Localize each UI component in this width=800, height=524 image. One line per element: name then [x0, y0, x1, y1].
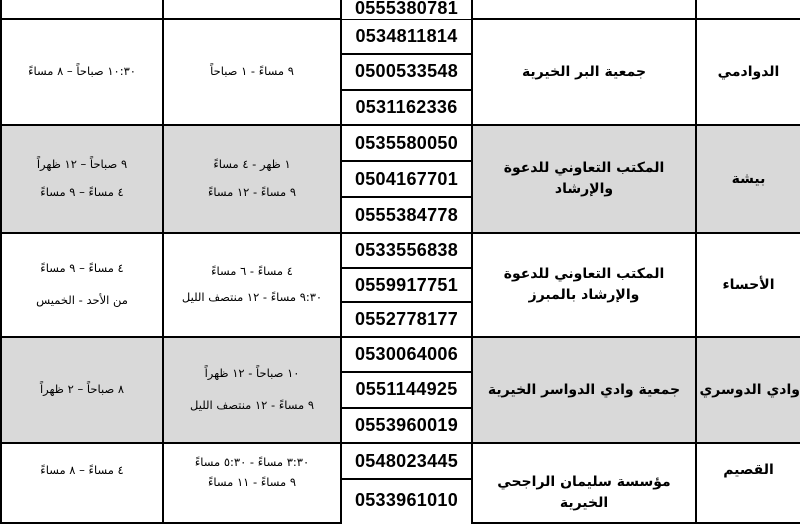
- hours-line: ٩ مساءً - ١٢ منتصف الليل: [190, 398, 314, 412]
- night-hours-cell: [0, 444, 162, 524]
- region-cell: [695, 20, 800, 126]
- phone-number[interactable]: 0534811814: [342, 20, 471, 55]
- table-row: [0, 444, 800, 524]
- hours-line: ٩ مساءً - ١ صباحاً: [210, 64, 294, 79]
- table-row: [0, 126, 800, 234]
- organization-cell: [471, 20, 695, 126]
- day-hours-cell: [162, 338, 340, 444]
- phones-cell: [340, 0, 471, 20]
- phone-number[interactable]: 0555384778: [342, 198, 471, 232]
- organization-cell: [471, 0, 695, 20]
- organization-name: مؤسسة سليمان الراجحي الخيرية: [497, 474, 671, 511]
- night-hours-cell: [0, 338, 162, 444]
- hours-line: ١ ظهر - ٤ مساءً: [213, 157, 291, 172]
- table-row: [0, 0, 800, 20]
- phones-cell: [340, 126, 471, 234]
- phone-number[interactable]: 0500533548: [342, 55, 471, 90]
- hours-line: ٩ مساءً - ١٢ مساءً: [208, 185, 296, 199]
- table-row: [0, 20, 800, 126]
- region-cell: [695, 444, 800, 524]
- day-hours-cell: [162, 20, 340, 126]
- region-name: وادي الدوسري: [699, 382, 800, 398]
- region-cell: [695, 126, 800, 234]
- night-hours-cell: [0, 0, 162, 20]
- organization-name: المكتب التعاوني للدعوة والإرشاد بالمبرز: [503, 266, 665, 303]
- region-cell: [695, 234, 800, 338]
- hours-line: ٩:٣٠ مساءً - ١٢ منتصف الليل: [181, 290, 323, 304]
- phones-cell: [340, 338, 471, 444]
- phones-cell: [340, 444, 471, 524]
- region-name: القصيم: [723, 462, 774, 478]
- organization-cell: [471, 234, 695, 338]
- region-name: الأحساء: [722, 277, 775, 293]
- night-hours-cell: [0, 234, 162, 338]
- phone-number[interactable]: 0533961010: [342, 480, 471, 524]
- day-hours-cell: [162, 0, 340, 20]
- table-row: [0, 234, 800, 338]
- phone-number[interactable]: 0555380781: [342, 0, 471, 19]
- phones-cell: [340, 20, 471, 126]
- phone-number[interactable]: 0504167701: [342, 162, 471, 198]
- day-hours-cell: [162, 126, 340, 234]
- day-hours-cell: [162, 234, 340, 338]
- day-hours-cell: [162, 444, 340, 524]
- organization-name: جمعية وادي الدواسر الخيرية: [487, 381, 681, 398]
- hours-line: ٤ مساءً – ٨ مساءً: [40, 463, 124, 477]
- phone-number[interactable]: 0548023445: [342, 444, 471, 480]
- phones-cell: [340, 234, 471, 338]
- table-row: [0, 338, 800, 444]
- hours-line: ٩ صباحاً – ١٢ ظهراً: [36, 157, 128, 172]
- night-hours-cell: [0, 20, 162, 126]
- region-name: الدوادمي: [717, 64, 780, 80]
- hours-line: من الأحد - الخميس: [36, 293, 128, 307]
- region-name: بيشة: [731, 171, 766, 187]
- organization-cell: [471, 338, 695, 444]
- phone-number[interactable]: 0552778177: [342, 303, 471, 336]
- phone-number[interactable]: 0559917751: [342, 269, 471, 304]
- region-cell: [695, 338, 800, 444]
- region-cell: [695, 0, 800, 20]
- phone-number[interactable]: 0533556838: [342, 234, 471, 269]
- organization-cell: [471, 126, 695, 234]
- phone-number[interactable]: 0551144925: [342, 373, 471, 408]
- hours-line: ٤ مساءً - ٦ مساءً: [211, 264, 293, 279]
- organization-cell: [471, 444, 695, 524]
- phone-number[interactable]: 0553960019: [342, 409, 471, 442]
- hours-line: ٩ مساءً - ١١ مساءً: [208, 474, 296, 489]
- hours-line: ٤ مساءً – ٩ مساءً: [40, 261, 124, 276]
- phone-number[interactable]: 0531162336: [342, 91, 471, 124]
- hours-line: ١٠ صباحاً - ١٢ ظهراً: [204, 366, 300, 381]
- phone-number[interactable]: 0535580050: [342, 126, 471, 162]
- phone-number[interactable]: 0530064006: [342, 338, 471, 373]
- organization-name: المكتب التعاوني للدعوة والإرشاد: [503, 160, 665, 197]
- hours-line: ٣:٣٠ مساءً - ٥:٣٠ مساءً: [194, 455, 310, 469]
- hours-line: ٨ صباحاً – ٢ ظهراً: [39, 382, 125, 397]
- hours-line: ٤ مساءً – ٩ مساءً: [40, 185, 124, 199]
- organization-name: جمعية البر الخيرية: [521, 63, 647, 80]
- night-hours-cell: [0, 126, 162, 234]
- hours-line: ١٠:٣٠ صباحاً – ٨ مساءً: [28, 64, 136, 79]
